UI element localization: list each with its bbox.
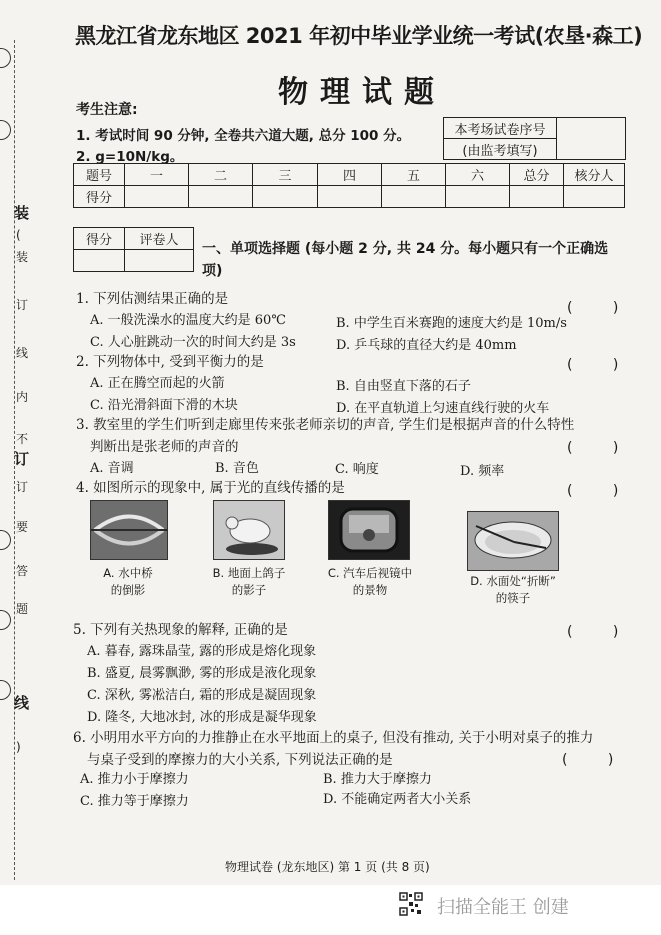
score-header: 总分 — [510, 164, 564, 186]
score-cell[interactable] — [564, 186, 625, 208]
score-row — [74, 186, 625, 208]
score-header: 四 — [318, 164, 382, 186]
question-1-option-c: C. 人心脏跳动一次的时间大约是 3s — [90, 335, 296, 350]
question-6-option-c: C. 推力等于摩擦力 — [80, 794, 189, 809]
binding-hole — [0, 610, 11, 630]
answer-blank[interactable]: ( ) — [567, 300, 637, 316]
question-1-option-a: A. 一般洗澡水的温度大约是 60℃ — [90, 313, 286, 328]
binding-char: 内 — [16, 390, 29, 404]
question-1-option-d: D. 乒乓球的直径大约是 40mm — [336, 338, 517, 353]
question-3-option-d: D. 频率 — [460, 464, 505, 479]
score-header-row — [74, 164, 625, 186]
binding-xian: 线 — [14, 694, 30, 712]
exam-title: 黑龙江省龙东地区 2021 年初中毕业学业统一考试(农垦·森工) — [75, 24, 643, 48]
question-6-option-d: D. 不能确定两者大小关系 — [323, 792, 472, 807]
question-2-option-c: C. 沿光滑斜面下滑的木块 — [90, 398, 238, 413]
answer-blank[interactable]: ( ) — [567, 440, 637, 456]
caption-c-line1: C. 汽车后视镜中 — [327, 566, 413, 580]
scanner-watermark — [397, 890, 661, 920]
notice-line-1: 1. 考试时间 90 分钟, 全卷共六道大题, 总分 100 分。 — [76, 128, 411, 144]
binding-char: 要 — [16, 520, 29, 534]
question-3-stem: 3. 教室里的学生们听到走廊里传来张老师亲切的声音, 学生们是根据声音的什么特性 — [76, 417, 575, 433]
score-header: 二 — [189, 164, 253, 186]
question-3-stem-cont: 判断出是张老师的声音的 — [90, 439, 239, 455]
score-header: 核分人 — [564, 164, 625, 186]
question-2-option-b: B. 自由竖直下落的石子 — [336, 379, 471, 394]
question-5-option-c: C. 深秋, 雾凇洁白, 霜的形成是凝固现象 — [87, 688, 317, 703]
score-row-label: 得分 — [74, 186, 125, 208]
question-5-option-b: B. 盛夏, 晨雾飘渺, 雾的形成是液化现象 — [87, 666, 317, 681]
question-5-stem: 5. 下列有关热现象的解释, 正确的是 — [73, 622, 288, 638]
notice-heading: 考生注意: — [76, 102, 138, 118]
score-cell[interactable] — [253, 186, 318, 208]
binding-char: 不 — [16, 432, 29, 446]
score-cell[interactable] — [189, 186, 253, 208]
binding-char: 答 — [16, 564, 29, 578]
binding-char: ) — [16, 740, 21, 754]
notice-line-2: 2. g=10N/kg。 — [76, 149, 184, 165]
question-5-option-a: A. 暮春, 露珠晶莹, 露的形成是熔化现象 — [87, 644, 317, 659]
binding-zhuang: 装 — [14, 204, 30, 222]
question-2-option-a: A. 正在腾空而起的火箭 — [90, 376, 225, 391]
pigeon-shadow-image — [214, 501, 284, 559]
caption-b — [202, 565, 296, 599]
caption-d — [458, 573, 568, 607]
score-cell[interactable] — [125, 186, 189, 208]
answer-blank[interactable]: ( ) — [567, 357, 637, 373]
chopsticks-bowl-image — [468, 512, 558, 570]
question-2-stem: 2. 下列物体中, 受到平衡力的是 — [76, 354, 264, 370]
question-1-stem: 1. 下列估测结果正确的是 — [76, 291, 229, 307]
binding-hole — [0, 530, 11, 550]
question-5-option-d: D. 隆冬, 大地冰封, 冰的形成是凝华现象 — [87, 710, 317, 725]
score-cell[interactable] — [510, 186, 564, 208]
rearview-mirror-photo — [328, 500, 410, 560]
caption-c-line2: 的景物 — [352, 583, 388, 597]
binding-char: 装 — [16, 250, 29, 264]
binding-strip — [0, 0, 44, 885]
caption-a-line2: 的倒影 — [110, 583, 146, 597]
question-6-option-a: A. 推力小于摩擦力 — [80, 772, 189, 787]
bridge-reflection-image — [91, 501, 167, 559]
question-2-option-d: D. 在平直轨道上匀速直线行驶的火车 — [336, 401, 550, 416]
binding-char: 订 — [16, 480, 29, 494]
binding-char: 线 — [16, 346, 29, 360]
watermark-text: 扫描全能王 创建 — [437, 897, 569, 918]
caption-b-line2: 的影子 — [231, 583, 267, 597]
binding-hole — [0, 48, 11, 68]
caption-a — [82, 565, 174, 599]
seat-number-box — [443, 117, 626, 160]
binding-char: 题 — [16, 602, 29, 616]
answer-blank[interactable]: ( ) — [562, 752, 632, 768]
question-6-option-b: B. 推力大于摩擦力 — [323, 772, 432, 787]
question-3-option-b: B. 音色 — [215, 461, 259, 476]
section-1-heading: 一、单项选择题 (每小题 2 分, 共 24 分。每小题只有一个正确选项) — [202, 241, 609, 279]
binding-hole — [0, 680, 11, 700]
question-6-stem-cont: 与桌子受到的摩擦力的大小关系, 下列说法正确的是 — [87, 752, 393, 768]
question-3-option-a: A. 音调 — [90, 461, 134, 476]
question-4-stem: 4. 如图所示的现象中, 属于光的直线传播的是 — [76, 480, 345, 496]
question-3-option-c: C. 响度 — [335, 462, 379, 477]
binding-char: 订 — [16, 298, 29, 312]
score-header: 三 — [253, 164, 318, 186]
score-cell[interactable] — [382, 186, 446, 208]
score-header: 题号 — [74, 164, 125, 186]
seat-number-field[interactable] — [557, 118, 626, 160]
score-header: 五 — [382, 164, 446, 186]
score-header: 一 — [125, 164, 189, 186]
rearview-mirror-image — [329, 501, 409, 559]
caption-d-line1: D. 水面处“折断” — [470, 574, 556, 588]
question-6-stem: 6. 小明用水平方向的力推静止在水平地面上的桌子, 但没有推动, 关于小明对桌子的推力 — [73, 730, 594, 746]
seat-label-1: 本考场试卷序号 — [444, 118, 557, 139]
grader-score-cell[interactable] — [74, 250, 125, 272]
page-footer: 物理试卷 (龙东地区) 第 1 页 (共 8 页) — [225, 860, 430, 874]
caption-b-line1: B. 地面上鸽子 — [212, 566, 286, 580]
grader-score-label: 得分 — [74, 228, 125, 250]
bridge-reflection-photo — [90, 500, 168, 560]
grader-table — [73, 227, 194, 272]
answer-blank[interactable]: ( ) — [567, 483, 637, 499]
subject-title: 物理试题 — [278, 75, 446, 110]
question-1-option-b: B. 中学生百米赛跑的速度大约是 10m/s — [336, 316, 567, 331]
score-cell[interactable] — [446, 186, 510, 208]
binding-char: ( — [16, 228, 21, 242]
answer-blank[interactable]: ( ) — [567, 624, 637, 640]
pigeon-shadow-photo — [213, 500, 285, 560]
score-cell[interactable] — [318, 186, 382, 208]
grader-name-cell[interactable] — [125, 250, 194, 272]
qr-code-icon — [399, 892, 423, 916]
seat-label-2: (由监考填写) — [444, 139, 557, 160]
score-table — [73, 163, 625, 208]
binding-ding: 订 — [14, 450, 30, 468]
chopsticks-bowl-photo — [467, 511, 559, 571]
caption-d-line2: 的筷子 — [495, 591, 531, 605]
grader-name-label: 评卷人 — [125, 228, 194, 250]
caption-a-line1: A. 水中桥 — [103, 566, 153, 580]
binding-hole — [0, 120, 11, 140]
score-header: 六 — [446, 164, 510, 186]
caption-c — [318, 565, 422, 599]
